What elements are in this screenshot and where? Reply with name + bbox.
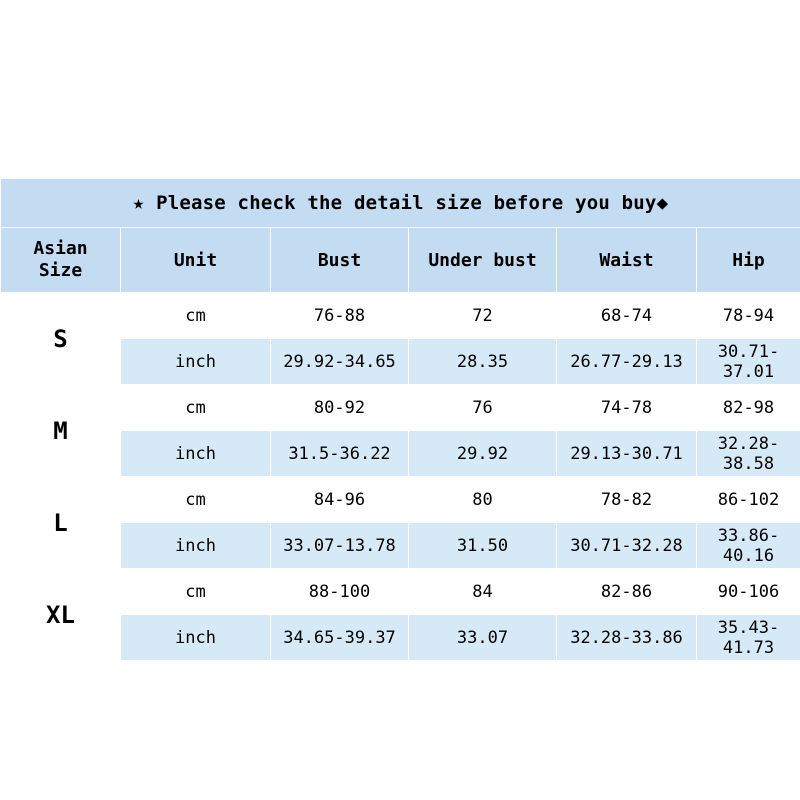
size-chart-table-container (0, 178, 800, 661)
unit-cm: cm (121, 569, 271, 615)
l-inch-hip: 33.86-40.16 (697, 523, 800, 569)
m-inch-under-bust: 29.92 (409, 431, 557, 477)
table-row (1, 477, 800, 523)
size-label-s: S (1, 293, 121, 385)
table-row (1, 339, 800, 385)
diamond-icon: ◆ (656, 192, 669, 214)
banner-text: Please check the detail size before you buy (156, 192, 657, 214)
unit-cm: cm (121, 477, 271, 523)
xl-inch-under-bust: 33.07 (409, 615, 557, 661)
m-inch-hip: 32.28-38.58 (697, 431, 800, 477)
m-cm-waist: 74-78 (557, 385, 697, 431)
size-label-m: M (1, 385, 121, 477)
header-bust: Bust (271, 228, 409, 293)
s-cm-under-bust: 72 (409, 293, 557, 339)
s-inch-bust: 29.92-34.65 (271, 339, 409, 385)
l-cm-hip: 86-102 (697, 477, 800, 523)
header-under-bust: Under bust (409, 228, 557, 293)
xl-cm-hip: 90-106 (697, 569, 800, 615)
s-cm-bust: 76-88 (271, 293, 409, 339)
unit-cm: cm (121, 293, 271, 339)
xl-inch-waist: 32.28-33.86 (557, 615, 697, 661)
table-row (1, 293, 800, 339)
table-row (1, 615, 800, 661)
table-row (1, 523, 800, 569)
table-header-row (1, 228, 800, 293)
header-asian-line1: Asian (33, 237, 88, 259)
size-label-xl: XL (1, 569, 121, 661)
m-cm-bust: 80-92 (271, 385, 409, 431)
m-cm-under-bust: 76 (409, 385, 557, 431)
header-hip: Hip (697, 228, 800, 293)
banner-cell (1, 179, 800, 228)
m-cm-hip: 82-98 (697, 385, 800, 431)
header-asian-line2: Size (38, 260, 83, 281)
l-inch-under-bust: 31.50 (409, 523, 557, 569)
m-inch-bust: 31.5-36.22 (271, 431, 409, 477)
unit-inch: inch (121, 523, 271, 569)
s-inch-waist: 26.77-29.13 (557, 339, 697, 385)
l-cm-bust: 84-96 (271, 477, 409, 523)
table-banner-row (1, 179, 800, 228)
xl-cm-waist: 82-86 (557, 569, 697, 615)
xl-inch-hip: 35.43-41.73 (697, 615, 800, 661)
table-row (1, 569, 800, 615)
header-waist: Waist (557, 228, 697, 293)
table-row (1, 431, 800, 477)
header-unit: Unit (121, 228, 271, 293)
size-label-l: L (1, 477, 121, 569)
header-asian-size (1, 228, 121, 293)
s-inch-under-bust: 28.35 (409, 339, 557, 385)
l-inch-bust: 33.07-13.78 (271, 523, 409, 569)
unit-inch: inch (121, 431, 271, 477)
size-chart-table (0, 178, 800, 661)
xl-cm-under-bust: 84 (409, 569, 557, 615)
xl-inch-bust: 34.65-39.37 (271, 615, 409, 661)
unit-cm: cm (121, 385, 271, 431)
m-inch-waist: 29.13-30.71 (557, 431, 697, 477)
s-cm-hip: 78-94 (697, 293, 800, 339)
s-inch-hip: 30.71-37.01 (697, 339, 800, 385)
star-icon: ★ (132, 192, 145, 214)
xl-cm-bust: 88-100 (271, 569, 409, 615)
unit-inch: inch (121, 615, 271, 661)
unit-inch: inch (121, 339, 271, 385)
s-cm-waist: 68-74 (557, 293, 697, 339)
l-cm-under-bust: 80 (409, 477, 557, 523)
l-cm-waist: 78-82 (557, 477, 697, 523)
l-inch-waist: 30.71-32.28 (557, 523, 697, 569)
table-row (1, 385, 800, 431)
